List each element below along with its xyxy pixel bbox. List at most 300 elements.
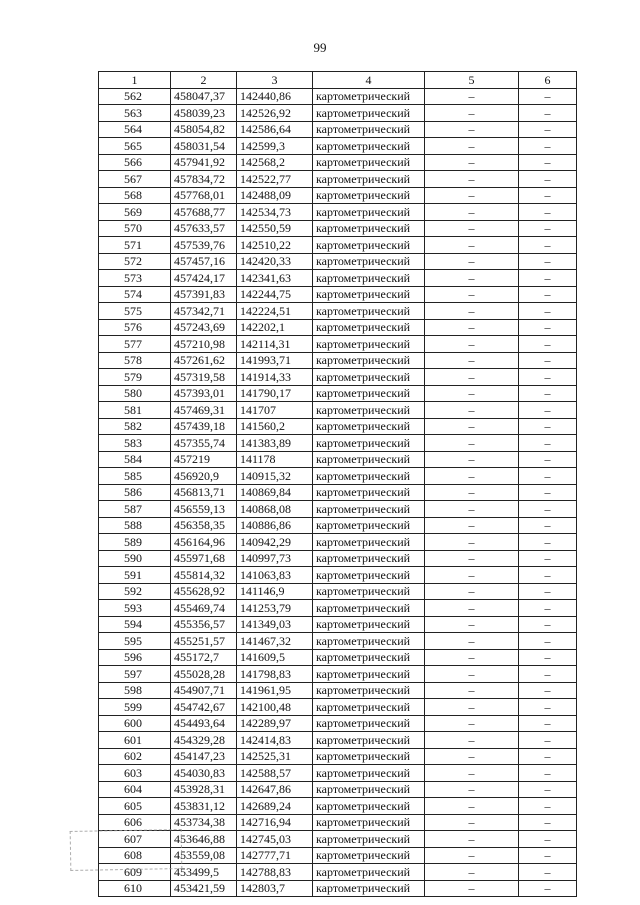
table-cell: 609 <box>99 864 171 881</box>
table-cell: 141383,89 <box>237 435 313 452</box>
table-cell: – <box>425 352 519 369</box>
table-row <box>99 781 577 798</box>
table-cell: 457768,01 <box>171 187 237 204</box>
table-cell: картометрический <box>313 121 425 138</box>
table-cell: 565 <box>99 138 171 155</box>
table-row <box>99 418 577 435</box>
table-row <box>99 105 577 122</box>
table-cell: 141063,83 <box>237 567 313 584</box>
table-cell: – <box>425 369 519 386</box>
table-cell: 140886,86 <box>237 517 313 534</box>
table-cell: 458054,82 <box>171 121 237 138</box>
table-cell: 142647,86 <box>237 781 313 798</box>
page-number: 99 <box>313 40 327 55</box>
table-cell: картометрический <box>313 880 425 897</box>
table-cell: картометрический <box>313 715 425 732</box>
table-cell: 142588,57 <box>237 765 313 782</box>
table-cell: 586 <box>99 484 171 501</box>
table-cell: – <box>425 138 519 155</box>
table-cell: – <box>519 369 577 386</box>
table-cell: 457210,98 <box>171 336 237 353</box>
table-cell: – <box>425 633 519 650</box>
table-cell: картометрический <box>313 303 425 320</box>
table-cell: 453928,31 <box>171 781 237 798</box>
table-cell: картометрический <box>313 385 425 402</box>
table-cell: – <box>425 270 519 287</box>
table-cell: 571 <box>99 237 171 254</box>
table-body <box>99 88 577 897</box>
table-cell: 610 <box>99 880 171 897</box>
table-cell: 456164,96 <box>171 534 237 551</box>
table-row <box>99 336 577 353</box>
table-cell: 595 <box>99 633 171 650</box>
table-cell: 141914,33 <box>237 369 313 386</box>
table-cell: 562 <box>99 88 171 105</box>
table-row <box>99 435 577 452</box>
table-cell: 142586,64 <box>237 121 313 138</box>
table-cell: – <box>425 666 519 683</box>
table-row <box>99 600 577 617</box>
table-cell: 458031,54 <box>171 138 237 155</box>
table-row <box>99 319 577 336</box>
table-row <box>99 517 577 534</box>
table-cell: 142745,03 <box>237 831 313 848</box>
table-cell: – <box>519 418 577 435</box>
table-cell: – <box>425 831 519 848</box>
table-cell: 454907,71 <box>171 682 237 699</box>
table-cell: – <box>425 204 519 221</box>
table-row <box>99 616 577 633</box>
table-cell: 455814,32 <box>171 567 237 584</box>
table-cell: картометрический <box>313 138 425 155</box>
table-cell: 142777,71 <box>237 847 313 864</box>
table-row <box>99 237 577 254</box>
table-cell: 456813,71 <box>171 484 237 501</box>
table-cell: картометрический <box>313 154 425 171</box>
table-cell: 457342,71 <box>171 303 237 320</box>
table-cell: – <box>425 798 519 815</box>
table-cell: 142526,92 <box>237 105 313 122</box>
table-cell: 457393,01 <box>171 385 237 402</box>
table-row <box>99 270 577 287</box>
table-cell: – <box>425 402 519 419</box>
table-cell: 142202,1 <box>237 319 313 336</box>
table-cell: 140942,29 <box>237 534 313 551</box>
table-cell: – <box>519 286 577 303</box>
table-cell: 456559,13 <box>171 501 237 518</box>
table-cell: 590 <box>99 550 171 567</box>
table-cell: – <box>519 220 577 237</box>
table-cell: – <box>519 435 577 452</box>
table-cell: – <box>425 237 519 254</box>
table-cell: 453421,59 <box>171 880 237 897</box>
table-row <box>99 649 577 666</box>
table-cell: 567 <box>99 171 171 188</box>
table-cell: 453734,38 <box>171 814 237 831</box>
table-cell: – <box>425 847 519 864</box>
table-cell: картометрический <box>313 435 425 452</box>
table-cell: – <box>519 814 577 831</box>
table-cell: – <box>519 847 577 864</box>
table-cell: – <box>425 121 519 138</box>
table-cell: – <box>519 649 577 666</box>
table-cell: 456920,9 <box>171 468 237 485</box>
table-cell: 457539,76 <box>171 237 237 254</box>
table-cell: 564 <box>99 121 171 138</box>
table-row <box>99 814 577 831</box>
table-cell: – <box>425 699 519 716</box>
table-cell: 588 <box>99 517 171 534</box>
table-cell: – <box>425 814 519 831</box>
table-cell: 141609,5 <box>237 649 313 666</box>
table-cell: 142289,97 <box>237 715 313 732</box>
column-header: 2 <box>171 72 237 89</box>
table-cell: 456358,35 <box>171 517 237 534</box>
table-cell: – <box>519 699 577 716</box>
table-cell: картометрический <box>313 484 425 501</box>
table-cell: 584 <box>99 451 171 468</box>
table-cell: – <box>425 583 519 600</box>
table-cell: 142599,3 <box>237 138 313 155</box>
table-cell: 577 <box>99 336 171 353</box>
table-cell: – <box>519 765 577 782</box>
table-cell: 579 <box>99 369 171 386</box>
table-cell: 457469,31 <box>171 402 237 419</box>
table-cell: – <box>519 253 577 270</box>
table-cell: – <box>425 303 519 320</box>
table-cell: картометрический <box>313 633 425 650</box>
table-cell: картометрический <box>313 732 425 749</box>
table-cell: 142689,24 <box>237 798 313 815</box>
table-cell: картометрический <box>313 748 425 765</box>
table-cell: картометрический <box>313 402 425 419</box>
table-cell: – <box>519 138 577 155</box>
table-row <box>99 204 577 221</box>
table-cell: 575 <box>99 303 171 320</box>
table-row <box>99 550 577 567</box>
table-cell: 141560,2 <box>237 418 313 435</box>
table-row <box>99 121 577 138</box>
table-cell: 573 <box>99 270 171 287</box>
table-row <box>99 484 577 501</box>
table-cell: 455356,57 <box>171 616 237 633</box>
table-cell: 455172,7 <box>171 649 237 666</box>
table-cell: – <box>519 336 577 353</box>
table-cell: 141707 <box>237 402 313 419</box>
table-row <box>99 451 577 468</box>
table-row <box>99 402 577 419</box>
table-cell: 142788,83 <box>237 864 313 881</box>
table-cell: 142568,2 <box>237 154 313 171</box>
table-cell: 593 <box>99 600 171 617</box>
table-cell: 581 <box>99 402 171 419</box>
table-cell: 457355,74 <box>171 435 237 452</box>
table-cell: 604 <box>99 781 171 798</box>
table-cell: – <box>425 517 519 534</box>
table-cell: 569 <box>99 204 171 221</box>
table-cell: 606 <box>99 814 171 831</box>
table-cell: – <box>425 171 519 188</box>
table-cell: 570 <box>99 220 171 237</box>
table-cell: – <box>519 798 577 815</box>
table-cell: картометрический <box>313 418 425 435</box>
table-cell: 142534,73 <box>237 204 313 221</box>
table-cell: 457941,92 <box>171 154 237 171</box>
table-row <box>99 286 577 303</box>
table-cell: 599 <box>99 699 171 716</box>
table-cell: 142244,75 <box>237 286 313 303</box>
table-cell: – <box>425 682 519 699</box>
table-cell: 574 <box>99 286 171 303</box>
table-row <box>99 369 577 386</box>
table-cell: – <box>425 484 519 501</box>
table-cell: – <box>425 748 519 765</box>
table-cell: 600 <box>99 715 171 732</box>
table-cell: – <box>519 105 577 122</box>
table-cell: картометрический <box>313 88 425 105</box>
table-row <box>99 303 577 320</box>
table-cell: 596 <box>99 649 171 666</box>
table-row <box>99 220 577 237</box>
table-cell: 454147,23 <box>171 748 237 765</box>
table-cell: 598 <box>99 682 171 699</box>
table-cell: 607 <box>99 831 171 848</box>
table-cell: картометрический <box>313 534 425 551</box>
table-row <box>99 352 577 369</box>
table-cell: 141146,9 <box>237 583 313 600</box>
table-row <box>99 187 577 204</box>
table-cell: – <box>519 517 577 534</box>
table-cell: картометрический <box>313 319 425 336</box>
table-cell: 576 <box>99 319 171 336</box>
table-cell: картометрический <box>313 831 425 848</box>
table-cell: 142114,31 <box>237 336 313 353</box>
table-cell: картометрический <box>313 666 425 683</box>
table-cell: 142224,51 <box>237 303 313 320</box>
table-row <box>99 171 577 188</box>
coordinates-table <box>98 71 577 897</box>
table-cell: 455628,92 <box>171 583 237 600</box>
table-cell: 578 <box>99 352 171 369</box>
table-cell: 453559,08 <box>171 847 237 864</box>
table-cell: картометрический <box>313 616 425 633</box>
table-cell: – <box>425 286 519 303</box>
table-cell: – <box>425 534 519 551</box>
table-cell: – <box>519 748 577 765</box>
table-cell: – <box>425 418 519 435</box>
table-cell: 572 <box>99 253 171 270</box>
table-cell: – <box>425 781 519 798</box>
table-cell: картометрический <box>313 517 425 534</box>
table-cell: 141993,71 <box>237 352 313 369</box>
table-cell: картометрический <box>313 468 425 485</box>
table-cell: – <box>519 781 577 798</box>
table-row <box>99 534 577 551</box>
table-row <box>99 699 577 716</box>
table-cell: 453499,5 <box>171 864 237 881</box>
table-cell: картометрический <box>313 864 425 881</box>
column-header: 3 <box>237 72 313 89</box>
table-cell: картометрический <box>313 583 425 600</box>
column-header: 1 <box>99 72 171 89</box>
table-cell: 453646,88 <box>171 831 237 848</box>
table-row <box>99 583 577 600</box>
table-cell: картометрический <box>313 187 425 204</box>
table-cell: – <box>519 352 577 369</box>
table-cell: – <box>519 616 577 633</box>
table-row <box>99 880 577 897</box>
table-cell: 141467,32 <box>237 633 313 650</box>
table-cell: – <box>519 171 577 188</box>
table-cell: 142488,09 <box>237 187 313 204</box>
table-cell: – <box>519 682 577 699</box>
table-cell: 563 <box>99 105 171 122</box>
table-cell: – <box>519 666 577 683</box>
table-cell: картометрический <box>313 352 425 369</box>
table-cell: 142803,7 <box>237 880 313 897</box>
table-cell: 457391,83 <box>171 286 237 303</box>
table-cell: 140869,84 <box>237 484 313 501</box>
table-cell: 457319,58 <box>171 369 237 386</box>
table-cell: картометрический <box>313 270 425 287</box>
column-header: 5 <box>425 72 519 89</box>
table-cell: – <box>425 649 519 666</box>
table-cell: – <box>519 402 577 419</box>
table-cell: 142522,77 <box>237 171 313 188</box>
table-cell: 457688,77 <box>171 204 237 221</box>
table-cell: 142550,59 <box>237 220 313 237</box>
table-cell: 603 <box>99 765 171 782</box>
table-cell: картометрический <box>313 369 425 386</box>
table-cell: – <box>425 468 519 485</box>
table-cell: 568 <box>99 187 171 204</box>
table-cell: 458047,37 <box>171 88 237 105</box>
table-cell: – <box>425 732 519 749</box>
table-cell: картометрический <box>313 814 425 831</box>
table-cell: – <box>425 864 519 881</box>
table-cell: – <box>519 385 577 402</box>
table-cell: 602 <box>99 748 171 765</box>
table-row <box>99 154 577 171</box>
table-row <box>99 682 577 699</box>
table-cell: картометрический <box>313 105 425 122</box>
table-cell: – <box>425 319 519 336</box>
table-cell: 142440,86 <box>237 88 313 105</box>
table-cell: – <box>519 451 577 468</box>
table-cell: картометрический <box>313 253 425 270</box>
table-cell: 605 <box>99 798 171 815</box>
table-cell: – <box>425 765 519 782</box>
table-cell: – <box>519 880 577 897</box>
table-cell: 142716,94 <box>237 814 313 831</box>
table-cell: – <box>519 583 577 600</box>
table-row <box>99 567 577 584</box>
table-cell: 597 <box>99 666 171 683</box>
table-cell: картометрический <box>313 567 425 584</box>
table-cell: – <box>425 451 519 468</box>
table-cell: 589 <box>99 534 171 551</box>
table-cell: – <box>519 468 577 485</box>
table-cell: картометрический <box>313 286 425 303</box>
table-cell: 142525,31 <box>237 748 313 765</box>
table-row <box>99 666 577 683</box>
table-cell: – <box>519 732 577 749</box>
table-cell: – <box>519 484 577 501</box>
table-cell: 454329,28 <box>171 732 237 749</box>
table-cell: картометрический <box>313 765 425 782</box>
table-cell: 142100,48 <box>237 699 313 716</box>
table-cell: – <box>425 253 519 270</box>
table-cell: картометрический <box>313 451 425 468</box>
table-cell: 457219 <box>171 451 237 468</box>
table-cell: – <box>519 633 577 650</box>
table-cell: 141178 <box>237 451 313 468</box>
table-cell: – <box>425 154 519 171</box>
table-cell: – <box>519 121 577 138</box>
table-cell: 142414,83 <box>237 732 313 749</box>
table-cell: 454493,64 <box>171 715 237 732</box>
table-cell: 455028,28 <box>171 666 237 683</box>
table-cell: картометрический <box>313 550 425 567</box>
table-cell: картометрический <box>313 649 425 666</box>
table-cell: 454030,83 <box>171 765 237 782</box>
table-cell: 142341,63 <box>237 270 313 287</box>
table-cell: 583 <box>99 435 171 452</box>
column-header: 6 <box>519 72 577 89</box>
table-cell: – <box>425 550 519 567</box>
table-header-row <box>99 72 577 89</box>
table-cell: – <box>519 550 577 567</box>
table-cell: картометрический <box>313 237 425 254</box>
table-cell: – <box>425 105 519 122</box>
table-cell: – <box>519 534 577 551</box>
table-cell: – <box>519 187 577 204</box>
table-cell: – <box>519 303 577 320</box>
table-row <box>99 765 577 782</box>
table-cell: 594 <box>99 616 171 633</box>
table-cell: – <box>519 237 577 254</box>
table-cell: – <box>519 319 577 336</box>
table-cell: 455971,68 <box>171 550 237 567</box>
table-row <box>99 748 577 765</box>
table-cell: 457424,17 <box>171 270 237 287</box>
table-cell: – <box>425 187 519 204</box>
table-cell: – <box>519 204 577 221</box>
table-cell: картометрический <box>313 699 425 716</box>
table-cell: – <box>425 715 519 732</box>
table-row <box>99 88 577 105</box>
table-cell: – <box>425 501 519 518</box>
table-cell: картометрический <box>313 336 425 353</box>
table-cell: – <box>425 220 519 237</box>
table-cell: – <box>425 567 519 584</box>
table-cell: 601 <box>99 732 171 749</box>
table-cell: – <box>425 600 519 617</box>
table-row <box>99 468 577 485</box>
table-cell: – <box>425 616 519 633</box>
table-row <box>99 385 577 402</box>
table-cell: 608 <box>99 847 171 864</box>
table-cell: – <box>519 567 577 584</box>
table-cell: 141798,83 <box>237 666 313 683</box>
table-cell: 142510,22 <box>237 237 313 254</box>
table-cell: 457261,62 <box>171 352 237 369</box>
table-cell: картометрический <box>313 798 425 815</box>
column-header: 4 <box>313 72 425 89</box>
table-cell: 587 <box>99 501 171 518</box>
table-cell: картометрический <box>313 847 425 864</box>
table-cell: картометрический <box>313 204 425 221</box>
